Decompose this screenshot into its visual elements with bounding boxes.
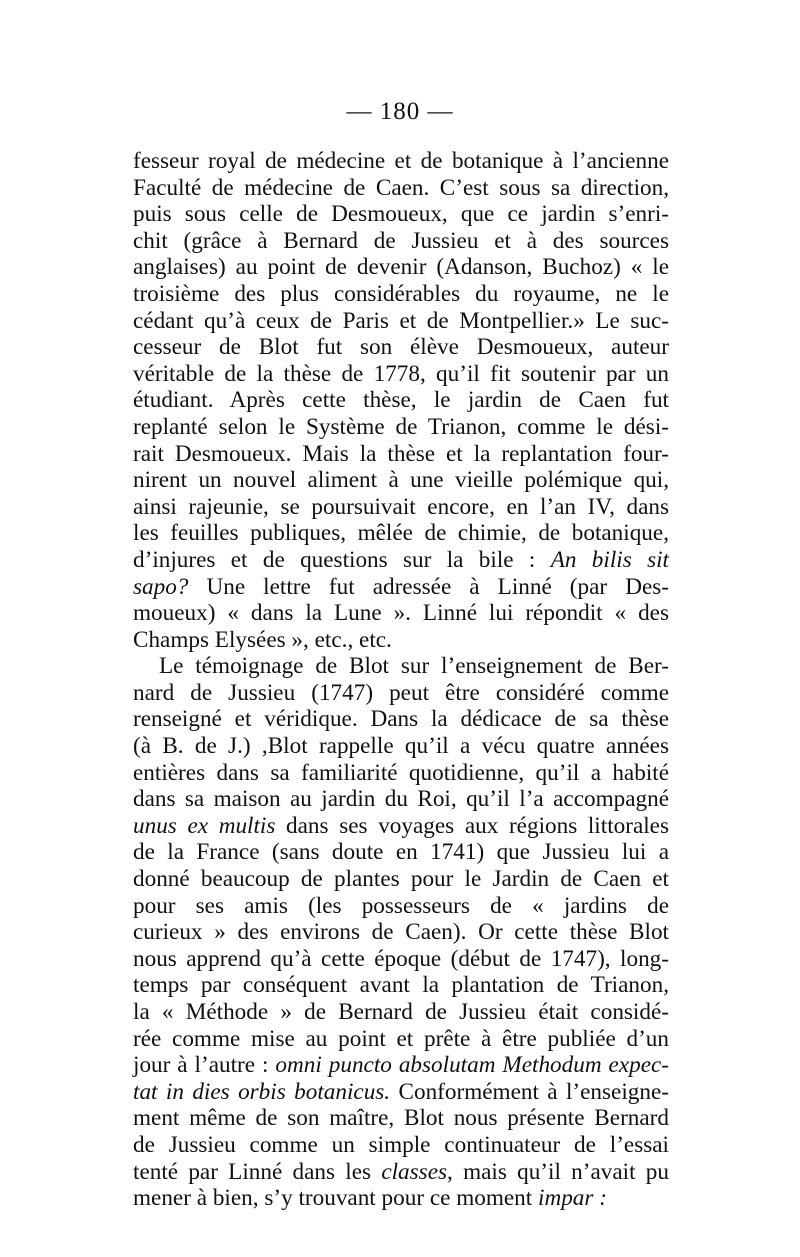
text-line xyxy=(133,467,669,494)
text-line xyxy=(133,1132,669,1159)
text-run: donné beaucoup de plantes pour le Jardin de Caen et xyxy=(133,866,669,893)
text-line xyxy=(133,813,669,840)
text-line xyxy=(133,361,669,388)
italic-text: sapo? xyxy=(133,573,189,600)
text-line xyxy=(133,786,669,813)
text-line xyxy=(133,387,669,414)
text-run: entières dans sa familiarité quotidienne, qu’il a habité xyxy=(133,759,669,786)
text-run: Faculté de médecine de Caen. C’est sous sa direction, xyxy=(133,174,669,201)
text-run: Le témoignage de Blot sur l’enseignement de Ber- xyxy=(159,653,669,680)
text-run: chit (grâce à Bernard de Jussieu et à des sources xyxy=(133,227,669,254)
text-line xyxy=(133,999,669,1026)
text-run: Une lettre fut adressée à Linné (par Des- xyxy=(188,573,669,600)
text-line xyxy=(133,547,669,574)
text-run: , mais qu’il n’avait pu xyxy=(447,1158,669,1185)
text-run: tenté par Linné dans les xyxy=(133,1158,382,1185)
text-line xyxy=(133,1185,669,1212)
text-line xyxy=(133,175,669,202)
text-line xyxy=(133,1105,669,1132)
text-run: renseigné et véridique. Dans la dédicace de sa thèse xyxy=(133,706,669,733)
text-run: anglaises) au point de devenir (Adanson, Buchoz) « le xyxy=(133,254,669,281)
text-run: la « Méthode » de Bernard de Jussieu était considé- xyxy=(133,999,669,1025)
italic-text: classes xyxy=(381,1158,448,1185)
italic-text: impar : xyxy=(538,1185,607,1212)
text-run: fesseur royal de médecine et de botanique à l’ancienne xyxy=(133,148,669,174)
text-run: dans sa maison au jardin du Roi, qu’il l’a accompagné xyxy=(133,786,669,813)
text-run: dans ses voyages aux régions littorales xyxy=(275,812,670,839)
text-line xyxy=(133,706,669,733)
text-run: temps par conséquent avant la plantation de Trianon, xyxy=(133,972,669,999)
text-run: Conformément à l’enseigne- xyxy=(390,1078,669,1105)
text-line xyxy=(133,600,669,627)
text-line xyxy=(133,893,669,920)
text-run: nard de Jussieu (1747) peut être considéré comme xyxy=(133,679,669,706)
text-run: de la France (sans doute en 1741) que Jussieu lui a xyxy=(133,839,669,866)
text-run: véritable de la thèse de 1778, qu’il fit soutenir par un xyxy=(133,360,669,387)
text-line xyxy=(133,1052,669,1079)
text-run: Champs Elysées », etc., etc. xyxy=(133,626,392,653)
text-run: troisième des plus considérables du royaume, ne le xyxy=(133,280,669,307)
text-line xyxy=(133,919,669,946)
text-line xyxy=(133,627,669,654)
text-line xyxy=(133,308,669,335)
italic-text: An bilis sit xyxy=(550,546,669,573)
text-run: curieux » des environs de Caen). Or cette thèse Blot xyxy=(133,919,669,946)
text-run: étudiant. Après cette thèse, le jardin de Caen fut xyxy=(133,387,669,414)
text-line xyxy=(133,653,669,680)
text-line xyxy=(133,494,669,521)
italic-text: omni puncto absolutam Methodum expec- xyxy=(275,1052,670,1079)
text-run: les feuilles publiques, mêlée de chimie, de botanique, xyxy=(133,520,669,547)
text-line xyxy=(133,839,669,866)
text-line xyxy=(133,946,669,973)
text-run: nous apprend qu’à cette époque (début de 1747), long- xyxy=(133,945,669,972)
text-line xyxy=(133,1159,669,1186)
text-run: cesseur de Blot fut son élève Desmoueux, auteur xyxy=(133,334,669,361)
text-run: pour ses amis (les possesseurs de « jardins de xyxy=(133,892,669,919)
text-run: jour à l’autre : xyxy=(133,1052,276,1079)
text-line xyxy=(133,1079,669,1106)
text-run: rait Desmoueux. Mais la thèse et la replantation four- xyxy=(133,440,669,467)
text-line xyxy=(133,520,669,547)
text-run: mener à bien, s’y trouvant pour ce moment xyxy=(133,1185,539,1212)
text-line xyxy=(133,680,669,707)
text-line xyxy=(133,148,669,175)
text-run: moueux) « dans la Lune ». Linné lui répondit « des xyxy=(133,600,669,627)
text-run: nirent un nouvel aliment à une vieille polémique qui, xyxy=(133,467,669,494)
text-run: ainsi rajeunie, se poursuivait encore, en l’an IV, dans xyxy=(133,493,669,520)
body-text xyxy=(133,148,669,1212)
text-line xyxy=(133,760,669,787)
text-run: cédant qu’à ceux de Paris et de Montpellier.» Le suc- xyxy=(133,307,669,334)
text-run: replanté selon le Système de Trianon, comme le dési- xyxy=(133,413,669,440)
text-run: (à B. de J.) ,Blot rappelle qu’il a vécu quatre années xyxy=(133,733,669,760)
text-line xyxy=(133,201,669,228)
text-line xyxy=(133,334,669,361)
text-line xyxy=(133,441,669,468)
text-line xyxy=(133,574,669,601)
text-line xyxy=(133,228,669,255)
text-line xyxy=(133,281,669,308)
text-run: puis sous celle de Desmoueux, que ce jardin s’enri- xyxy=(133,201,669,228)
text-line xyxy=(133,733,669,760)
text-run: ment même de son maître, Blot nous présente Bernard xyxy=(133,1105,669,1132)
text-line xyxy=(133,866,669,893)
text-run: rée comme mise au point et prête à être publiée d’un xyxy=(133,1025,669,1052)
text-line xyxy=(133,254,669,281)
text-line xyxy=(133,972,669,999)
italic-text: tat in dies orbis botanicus. xyxy=(133,1078,391,1105)
text-run: d’injures et de questions sur la bile : xyxy=(133,546,551,573)
italic-text: unus ex multis xyxy=(133,812,276,839)
text-run: de Jussieu comme un simple continuateur de l’essai xyxy=(133,1131,669,1158)
text-line xyxy=(133,414,669,441)
page-number: — 180 — xyxy=(346,98,454,125)
text-line xyxy=(133,1026,669,1053)
